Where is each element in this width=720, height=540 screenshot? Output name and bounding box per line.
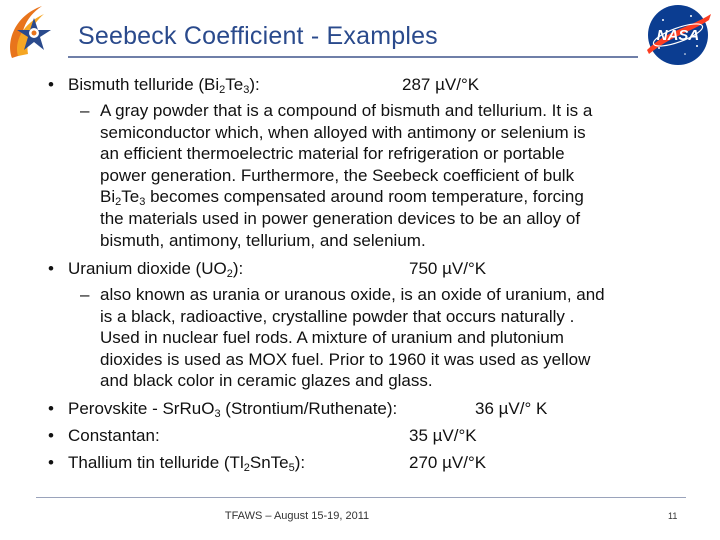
bullet-dot: • [48, 259, 54, 278]
footer-divider [36, 497, 686, 498]
bullet-dot: • [48, 426, 54, 445]
sub-bullet-text: A gray powder that is a compound of bismuth and tellurium. It is a semiconductor which, when alloyed with antimony or selenium is an efficient thermoelectric material for refrigeration or portable power generation. Furthermore, the Seebeck coefficient of bulk $Bi_2Te_3$ becomes compensated around room temperature, forcing the materials used in power generation devices to be an alloy of bismuth, antimony, tellurium, and selenium. [100, 101, 593, 250]
seebeck-value: 270 µV/°K [409, 453, 487, 472]
seebeck-value: 287 µV/°K [402, 75, 480, 94]
page-number: 11 [668, 511, 678, 521]
slide-title: Seebeck Coefficient - Examples [78, 22, 438, 50]
sub-bullet-dash: – [80, 285, 90, 304]
seebeck-value: 750 µV/°K [409, 259, 487, 278]
title-divider [68, 56, 638, 58]
nasa-meatball-logo-icon [641, 2, 715, 68]
bullet-label: Constantan: [68, 426, 160, 445]
nasa-logo-text: NASA [656, 27, 700, 44]
seebeck-value: 36 µV/° K [475, 399, 548, 418]
bullet-label: Uranium dioxide $(UO_2)$: [68, 259, 244, 280]
bullet-label: Bismuth telluride $(Bi_2Te_3)$: [68, 75, 260, 96]
footer-conference: TFAWS – August 15-19, 2011 [224, 510, 370, 522]
tfaws-star-logo-icon [4, 2, 62, 62]
bullet-dot: • [48, 453, 54, 472]
bullet-dot: • [48, 75, 54, 94]
seebeck-value: 35 µV/°K [409, 426, 477, 445]
bullet-label: Perovskite - SrRuO$_3$ (Strontium/Ruthenate): [68, 399, 398, 420]
sub-bullet-dash: – [80, 101, 90, 120]
bullet-label: Thallium tin telluride $(Tl_2SnTe_5)$: [68, 453, 306, 474]
bullet-dot: • [48, 399, 54, 418]
sub-bullet-text: also known as urania or uranous oxide, is an oxide of uranium, and is a black, radioactive, crystalline powder that occurs naturally . Used in nuclear fuel rods. A mixture of uranium and plutonium dioxides is used as MOX fuel. Prior to 1960 it was used as yellow and black color in ceramic glazes and glass. [100, 285, 605, 391]
